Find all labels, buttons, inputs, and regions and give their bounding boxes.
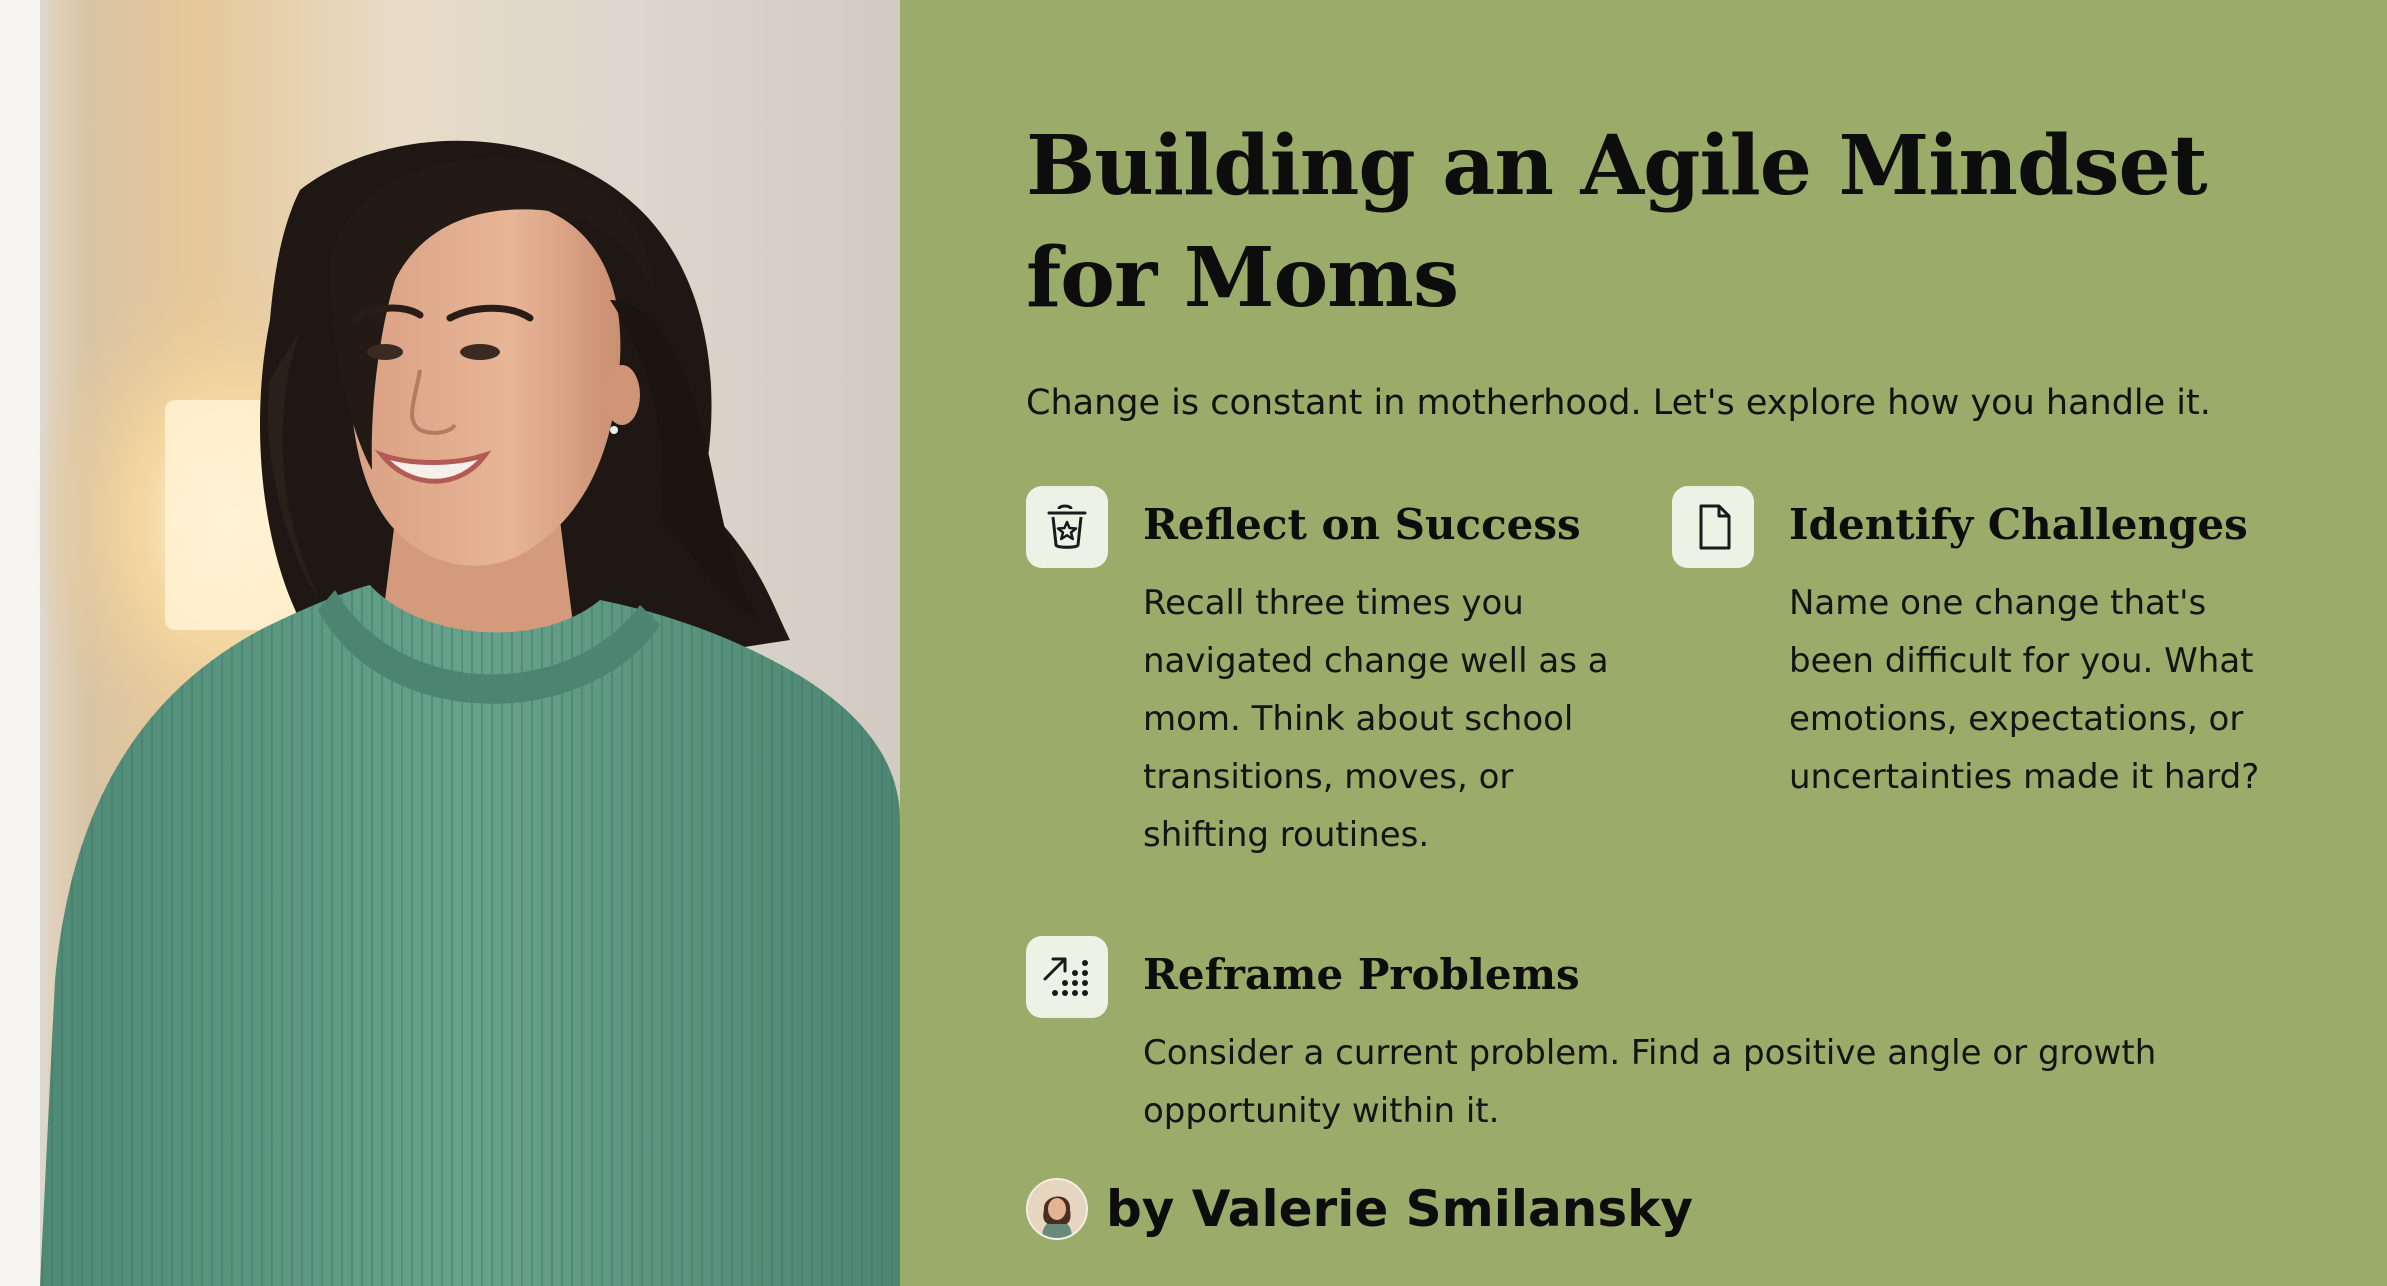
card-body: Recall three times you navigated change well as a mom. Think about school transitions, moves, or shifting routines. <box>1143 583 1609 855</box>
avatar <box>1026 1178 1088 1240</box>
content-panel <box>1026 0 2326 1286</box>
trash-recycle-icon <box>1026 486 1108 568</box>
growth-arrow-dots-icon <box>1026 936 1108 1018</box>
hero-photo <box>0 0 900 1286</box>
woman-portrait-illustration <box>0 0 900 1286</box>
card-body: Consider a current problem. Find a positive angle or growth opportunity within it. <box>1143 1033 2157 1131</box>
card-title: Reframe Problems <box>1143 950 1580 999</box>
author-byline <box>1026 1178 1693 1240</box>
page-title: Building an Agile Mindset for Moms <box>1026 118 2207 326</box>
page-subtitle: Change is constant in motherhood. Let's explore how you handle it. <box>1026 383 2211 423</box>
card-title: Reflect on Success <box>1143 500 1581 549</box>
card-body: Name one change that's been difficult for you. What emotions, expectations, or uncertainties made it hard? <box>1789 583 2260 797</box>
card-title: Identify Challenges <box>1789 500 2248 549</box>
author-name: by Valerie Smilansky <box>1106 1180 1693 1238</box>
document-icon <box>1672 486 1754 568</box>
